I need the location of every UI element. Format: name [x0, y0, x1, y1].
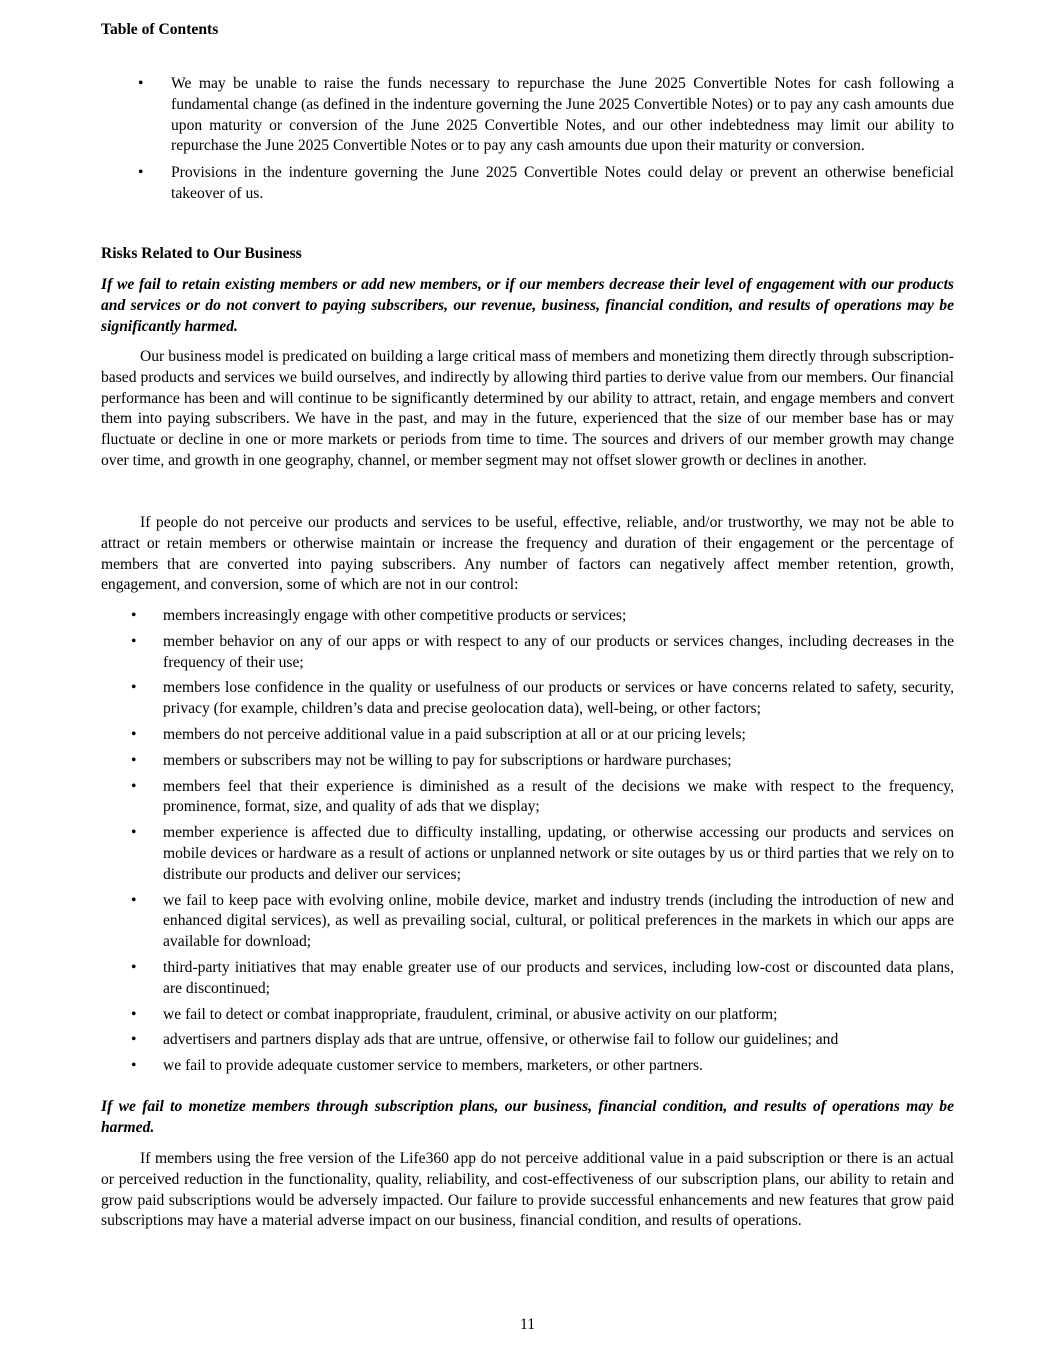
- bullet-icon: •: [131, 1005, 137, 1023]
- bullet-icon: •: [131, 824, 137, 842]
- list-item-text: members lose confidence in the quality or usefulness of our products or services or have concerns related to safety, security, privacy (for example, children’s data and precise geolocation data), well-being, or other factors;: [163, 679, 954, 718]
- bullet-icon: •: [131, 1031, 137, 1049]
- list-item-text: advertisers and partners display ads that are untrue, offensive, or otherwise fail to follow our guidelines; and: [163, 1031, 839, 1049]
- bullet-icon: •: [131, 607, 137, 624]
- list-item-text: member experience is affected due to difficulty installing, updating, or otherwise accessing our products and services on mobile devices or hardware as a result of actions or unplanned network or site outages by us or third parties that we rely on to distribute our products and deliver our services;: [163, 824, 954, 883]
- list-item: [131, 678, 954, 720]
- list-item-text: member behavior on any of our apps or with respect to any of our products or services changes, including decreases in the frequency of their use;: [163, 632, 954, 671]
- list-item: [131, 1005, 954, 1026]
- list-item: [138, 163, 954, 205]
- bullet-icon: •: [131, 725, 137, 743]
- bullet-icon: •: [131, 679, 137, 697]
- list-item-text: We may be unable to raise the funds necessary to repurchase the June 2025 Convertible Notes for cash following a fundamental change (as defined in the indenture governing the June 2025 Convertible Notes) or to pay any cash amounts due upon maturity or conversion of the June 2025 Convertible Notes, and our other indebtedness may limit our ability to repurchase the June 2025 Convertible Notes or to pay any cash amounts due upon their maturity or conversion.: [171, 75, 954, 155]
- list-item: [131, 606, 954, 627]
- list-item: [131, 751, 954, 772]
- list-item: [131, 777, 954, 819]
- bullet-icon: •: [131, 751, 137, 769]
- factor-list: [131, 606, 954, 1082]
- bullet-icon: •: [138, 75, 144, 92]
- bullet-icon: •: [131, 958, 137, 976]
- list-item: [131, 1030, 954, 1051]
- page-number: 11: [519, 1316, 535, 1333]
- body-paragraph: If members using the free version of the Life360 app do not perceive additional value in a paid subscription or there is an actual or perceived reduction in the functionality, quality, reliability, and cost-effectiveness of our subscription plans, our ability to retain and grow paid subscriptions would be adversely impacted. Our failure to provide successful enhancements and new features that grow paid subscriptions may have a material adverse impact on our business, financial condition, and results of operations.: [101, 1150, 954, 1230]
- list-item-text: members feel that their experience is diminished as a result of the decisions we make with respect to the frequency, prominence, format, size, and quality of ads that we display;: [163, 777, 954, 816]
- list-item-text: Provisions in the indenture governing the June 2025 Convertible Notes could delay or prevent an otherwise beneficial takeover of us.: [171, 164, 954, 202]
- list-item: [131, 725, 954, 746]
- bullet-icon: •: [131, 632, 137, 650]
- risk-heading: If we fail to retain existing members or add new members, or if our members decrease their level of engagement with our products and services or do not convert to paying subscribers, our revenue, business, financial condition, and results of operations may be significantly harmed.: [101, 276, 954, 335]
- list-item: [131, 1056, 954, 1077]
- list-item-text: we fail to keep pace with evolving online, mobile device, market and industry trends (including the introduction of new and enhanced digital services), as well as prevailing social, cultural, or political preferences in the markets in which our apps are available for download;: [163, 891, 954, 951]
- table-of-contents-link[interactable]: Table of Contents: [101, 21, 219, 38]
- top-bullet-list: [138, 74, 954, 211]
- list-item: [138, 74, 954, 157]
- bullet-icon: •: [131, 1057, 137, 1075]
- bullet-icon: •: [131, 891, 137, 909]
- list-item: [131, 891, 954, 953]
- bullet-icon: •: [131, 777, 137, 795]
- section-heading: Risks Related to Our Business: [101, 245, 302, 262]
- list-item-text: we fail to detect or combat inappropriate, fraudulent, criminal, or abusive activity on our platform;: [163, 1005, 778, 1023]
- risk-heading: If we fail to monetize members through subscription plans, our business, financial condition, and results of operations may be harmed.: [101, 1098, 954, 1136]
- list-item-text: we fail to provide adequate customer service to members, marketers, or other partners.: [163, 1057, 703, 1075]
- list-item-text: third-party initiatives that may enable greater use of our products and services, including low-cost or discounted data plans, are discontinued;: [163, 958, 954, 997]
- list-item-text: members increasingly engage with other competitive products or services;: [163, 607, 627, 624]
- list-item: [131, 958, 954, 1000]
- bullet-icon: •: [138, 164, 144, 182]
- list-item: [131, 632, 954, 674]
- list-item-text: members or subscribers may not be willing to pay for subscriptions or hardware purchases;: [163, 751, 732, 769]
- body-paragraph: If people do not perceive our products and services to be useful, effective, reliable, and/or trustworthy, we may not be able to attract or retain members or otherwise maintain or increase the frequency and duration of their engagement or the percentage of members that are converted into paying subscribers. Any number of factors can negatively affect member retention, growth, engagement, and conversion, some of which are not in our control:: [101, 514, 954, 594]
- body-paragraph: Our business model is predicated on building a large critical mass of members and monetizing them directly through subscription-based products and services we build ourselves, and indirectly by allowing third parties to derive value from our members. Our financial performance has been and will continue to be significantly determined by our ability to attract, retain, and engage members and convert them into paying subscribers. We have in the past, and may in the future, experienced that the size of our member base has or may fluctuate or decline in one or more markets or periods from time to time. The sources and drivers of our member growth may change over time, and growth in one geography, channel, or member segment may not offset slower growth or declines in another.: [101, 348, 954, 469]
- list-item-text: members do not perceive additional value in a paid subscription at all or at our pricing levels;: [163, 725, 746, 743]
- list-item: [131, 823, 954, 885]
